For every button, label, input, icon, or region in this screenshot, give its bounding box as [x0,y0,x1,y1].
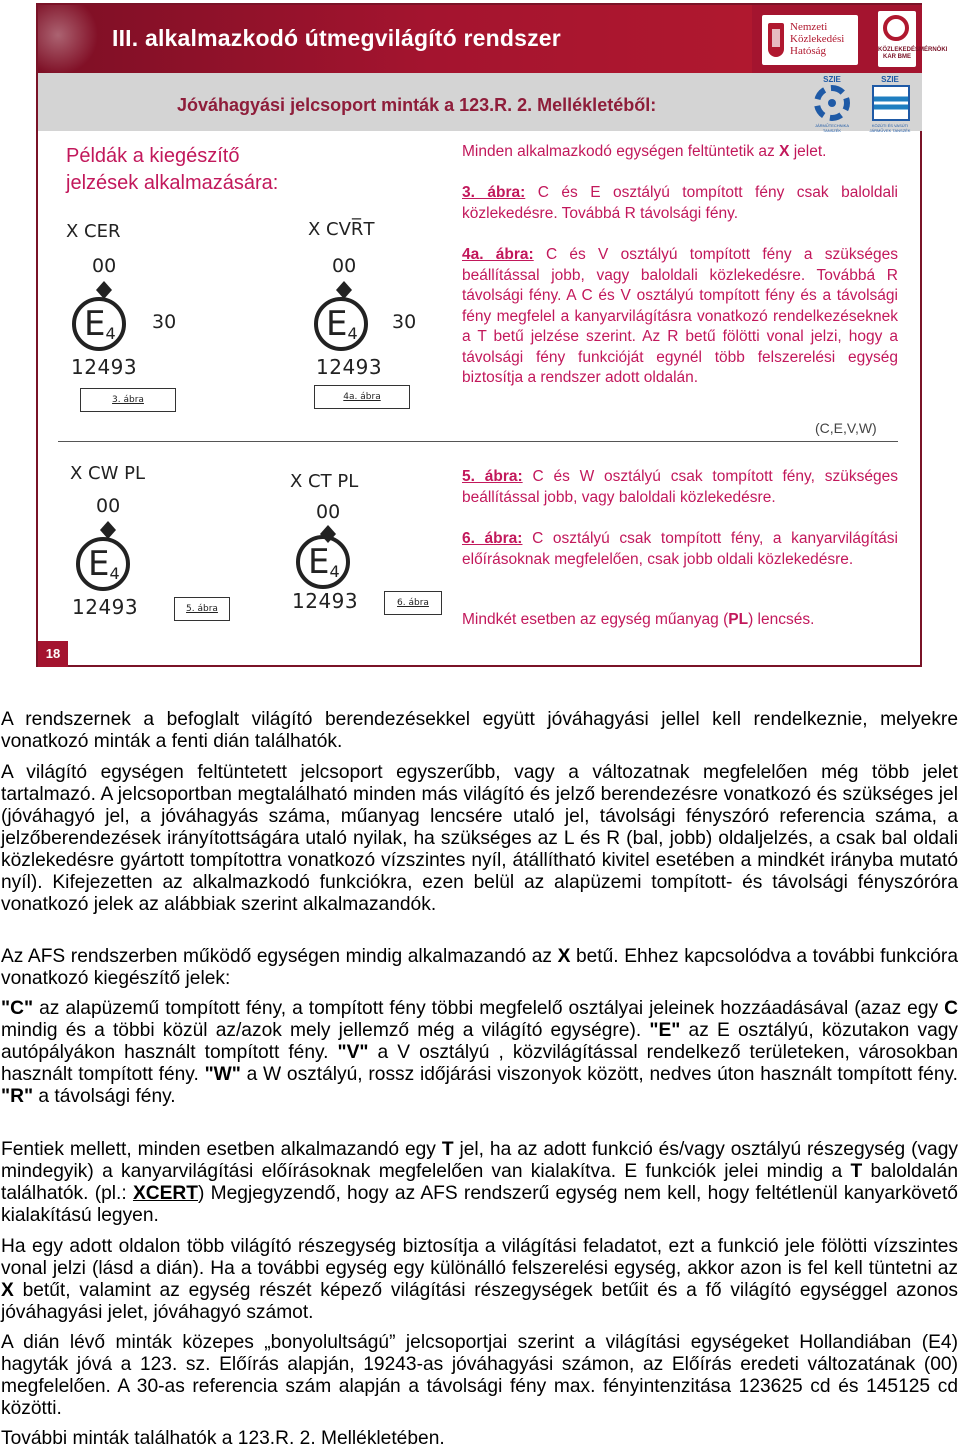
pl-note: Mindkét esetben az egység műanyag (PL) lencsés. [462,611,815,628]
fig3-description: 3. ábra: C és E osztályú tompított fény csak baloldali közlekedésre. Továbbá R távolsági fény. [462,184,898,222]
nkh-logo-text: Nemzeti Közlekedési Hatóság [790,21,845,57]
bme-ring-icon [883,15,909,41]
slide-subtitle: Jóváhagyási jelcsoport minták a 123.R. 2. Mellékletéből: [177,95,657,115]
paragraph-3: Az AFS rendszerben működő egységen mindig alkalmazandó az X betű. Ehhez kapcsolódva a további funkcióra vonatkozó kiegészítő jelek: [1,946,958,989]
nkh-logo [762,15,858,65]
wave-icon [872,85,910,121]
paragraph-5: Fentiek mellett, minden esetben alkalmazandó egy T jel, ha az adott funkció és/vagy osztályú részegység (vagy mindegyik) a kanyarvilágítási előírásoknak megfelelően van kialakítva. E funkciók jelei mindig a T baloldalán találhatók. (pl.: XCERT) Megjegyzendő, hogy az AFS rendszerű egység nem kell, hogy feltétlenül kanyarkövető kialakítású legyen. [1,1139,958,1226]
slide-image: III. alkalmazkodó útmegvilágító rendszer Nemzeti Közlekedési Hatóság KÖZLEKEDÉSMÉRNÖKI KAR BME Jóváhagyási jelcsoport minták a 123.R. 2. Mellékletéből: SZIE JÁRMŰTECHNIKA TANSZÉK SZIE KÖZÚTI ÉS VASÚTI JÁRMŰVEK TANSZÉK Példák a kiegészítő jelzések alkalmazására: Minden alkalmazkodó egységen feltüntetik az X jelet. 3. ábra: C és E osztályú tompított fény csak baloldali közlekedésre. Továbbá R távolsági fény. 4a. ábra: C és V osztályú tompított fény a szükséges beállítással jobb, vagy baloldali közlekedésre. Továbbá R távolsági fény. A C és V osztályú tompított fény és a távolsági fény megfelel a kanyarvilágításra vonatkozó rendelkezéseknek a T betű jelzése szerint. Az R betű fölötti vonal jelzi, hogy a távolsági fény funkcióját egynél több felszerelési egység biztosítja a rendszer adott oldalán. (C,E,V,W) 5. ábra: C és W osztályú csak tompított fény, szükséges beállítással jobb, vagy baloldali közlekedésre. 6. ábra: C osztályú csak tompított fény, a kanyarvilágítási előírásoknak megfelelően, csak jobb oldali közlekedésre. Mindkét esetben az egység műanyag (PL) lencsés. X CER 00 $E_4$ 30 12493 3. ábra X CVR̅T 00 $E_4$ 30 12493 4a. ábra X CW PL 00 $E_4$ 12493 5. ábra X CT PL 00 $E_4$ 12493 6. ábra 18 [36,3,922,667]
fig4a-description: 4a. ábra: C és V osztályú tompított fény a szükséges beállítással jobb, vagy baloldali közlekedésre. Továbbá R távolsági fény. A C és V osztályú tompított fény és a távolsági fény megfelel a kanyarvilágításra vonatkozó rendelkezéseknek a T betű jelzése szerint. Az R betű fölötti vonal jelzi, hogy a távolsági fény funkcióját egynél több felszerelési egység biztosítja a rendszer adott oldalán. [462,246,898,386]
double-arrow-icon [103,283,105,297]
paragraph-2: A világító egységen feltüntetett jelcsoport egyszerűbb, vagy a változatnak megfelelően még több jelet tartalmazó. A jelcsoportban megtalálható minden más világító és jelző berendezésre vonatkozó és szükséges jel (jóváhagyó jel, a jóváhagyás száma, műanyag lencsére utaló jel, távolsági fényszóró referencia száma, a jelzőberendezések irányítottságára utaló nyilak, ha szükséges az L és R (bal, jobb) oldaljelzés, a csak bal oldali közlekedésre gyártott tompítottra vonatkozó vízszintes nyíl, átállítható kivitel esetében a mindkét irányba mutató nyíl). Kifejezetten az alkalmazkodó funkciókra, ezen belül az alapüzemi tompított- és távolsági fényszóróra vonatkozó jelek az alábbiak szerint alkalmazandók. [1,762,958,915]
divider [58,441,898,442]
page-number-badge: 18 [38,641,68,667]
double-arrow-icon [107,523,109,537]
header-decoration [38,5,98,73]
examples-title: Példák a kiegészítő jelzések alkalmazására: [66,145,279,194]
fig5-description: 5. ábra: C és W osztályú csak tompított fény, szükséges beállítással jobb, vagy baloldali közlekedésre. [462,468,898,506]
crest-icon [768,23,784,57]
bme-logo: KÖZLEKEDÉSMÉRNÖKI KAR BME [878,11,916,67]
paragraph-7: A dián lévő minták közepes „bonyolultságú” jelcsoportjai szerint a világítási egységeket Hollandiában (E4) hagyták jóvá a 123. sz. Előírás alapján, 19243-as jóváhagyási számon, az Előírás eredeti változatának (00) megfelelően. A 30-as referencia szám alapján a távolsági fény max. fényintenzitása 123625 cd és 145125 cd közötti. [1,1332,958,1419]
paragraph-4: "C" az alapüzemű tompított fény, a tompított fény többi megfelelő osztályai jeleinek hozzáadásával (azaz egy C mindig és a többi közül az/azok mely jellemző még a világító egységre). "E" az E osztályú, közutakon vagy autópályákon használt tompított fény. "V" a V osztályú , közvilágítással rendelkező területeken, városokban használt tompított fény. "W" a W osztályú, rossz időjárási viszonyok között, nedves úton használt tompított fény. "R" a távolsági fény. [1,998,959,1107]
szie-wave-logo: SZIE KÖZÚTI ÉS VASÚTI JÁRMŰVEK TANSZÉK [869,75,911,133]
right-intro: Minden alkalmazkodó egységen feltüntetik az X jelet. [462,143,827,160]
paragraph-8: További minták találhatók a 123.R. 2. Mellékletében. [1,1428,445,1449]
slide-header [38,5,752,73]
fig6-description: 6. ábra: C osztályú csak tompított fény, a kanyarvilágítási előírásoknak megfelelően, csak jobb oldali közlekedésre. [462,530,898,568]
cevw-label: (C,E,V,W) [815,420,877,436]
gear-icon [814,85,850,121]
szie-gear-logo: SZIE JÁRMŰTECHNIKA TANSZÉK [814,75,849,133]
slide-title: III. alkalmazkodó útmegvilágító rendszer [112,25,561,51]
logo-area [752,5,948,73]
paragraph-1: A rendszernek a befoglalt világító berendezésekkel együtt jóváhagyási jellel kell rendelkeznie, melyekre vonatkozó minták a fenti dián találhatók. [1,709,958,752]
double-arrow-icon [343,283,345,297]
paragraph-6: Ha egy adott oldalon több világító részegység biztosítja a világítási feladatot, ezt a funkció jele fölötti vízszintes vonal jelzi (lásd a dián). Ha a további egység egy különálló felszerelési egység, akkor azon is fel kell tüntetni az X betűt, valamint az egység részét képező világítási részegységek betűit és a fő világító egységgel azonos jóváhagyási jelet, jóváhagyó számot. [1,1236,958,1323]
